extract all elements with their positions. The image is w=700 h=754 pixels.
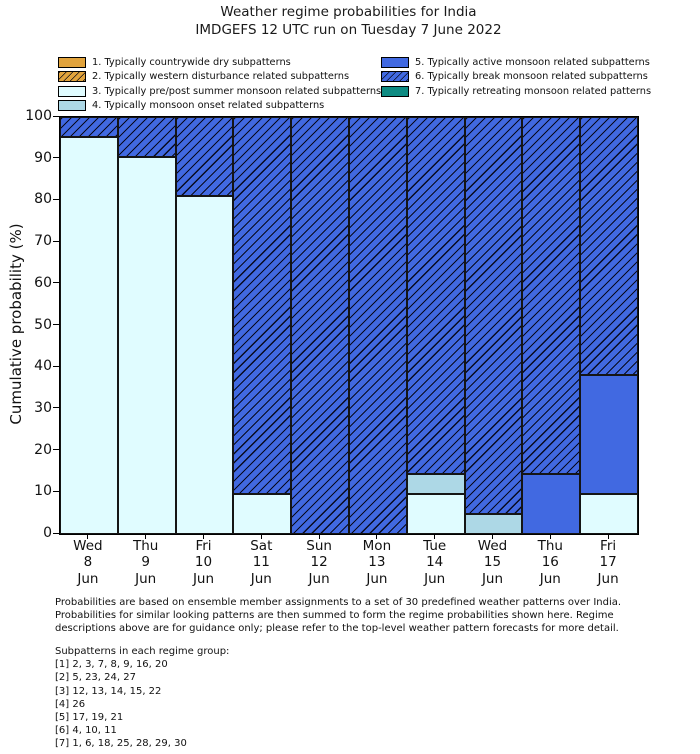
- bar-segment-regime-6: [580, 117, 638, 375]
- x-tick-label-line: Jun: [135, 570, 157, 587]
- x-tick-label-line: Thu: [537, 538, 563, 554]
- y-axis-label: Cumulative probability (%): [7, 223, 25, 425]
- x-tick-label-line: Thu: [133, 538, 159, 554]
- legend-label: 1. Typically countrywide dry subpatterns: [92, 56, 291, 68]
- legend-item: [58, 56, 381, 68]
- footnote-line: Probabilities are based on ensemble member assignments to a set of 30 predefined weather patterns over India.: [55, 597, 622, 608]
- y-tick-mark: [53, 324, 59, 325]
- legend-item: [58, 85, 381, 97]
- x-tick-label: [423, 538, 446, 587]
- y-tick-mark: [53, 199, 59, 200]
- footnote-line: Probabilities for similar looking patterns are then summed to form the regime probabilities shown here. Regime: [55, 610, 614, 622]
- y-tick-label: 0: [43, 525, 52, 541]
- y-tick-mark: [53, 116, 59, 117]
- subpattern-group-line: [2] 5, 23, 24, 27: [55, 672, 136, 684]
- x-tick-label: [538, 538, 563, 587]
- legend-item: [381, 85, 651, 97]
- x-tick-label-line: Jun: [366, 570, 388, 587]
- legend-item: [58, 71, 381, 83]
- legend-swatch-regime-1-icon: [58, 57, 86, 68]
- bar-segment-regime-6: [407, 117, 465, 474]
- legend-label: 3. Typically pre/post summer monsoon related subpatterns: [92, 85, 382, 97]
- x-tick-label-line: Mon: [362, 538, 392, 554]
- x-tick-label-line: Tue: [423, 538, 447, 554]
- legend-label: 4. Typically monsoon onset related subpatterns: [92, 100, 325, 111]
- legend-swatch-regime-2-icon: [58, 71, 86, 82]
- y-tick-mark: [53, 282, 59, 283]
- subpattern-group-line: [5] 17, 19, 21: [55, 712, 124, 724]
- y-tick-label: 20: [34, 441, 52, 458]
- bar-segment-regime-3: [580, 494, 638, 534]
- bar-segment-regime-6: [465, 117, 523, 514]
- x-tick-label-line: Jun: [77, 570, 99, 587]
- subpatterns-block: [55, 645, 229, 751]
- x-tick-label-line: Jun: [539, 570, 561, 587]
- bar-segment-regime-3: [60, 137, 118, 534]
- legend-column-right: [381, 56, 651, 100]
- bar-segment-regime-4: [407, 474, 465, 494]
- bar-segment-regime-3: [176, 196, 234, 534]
- y-tick-label: 30: [34, 399, 52, 416]
- x-tick-label-line: 13: [368, 554, 386, 571]
- x-tick-label: [478, 538, 507, 587]
- bar-segment-regime-6: [291, 117, 349, 534]
- y-tick-mark: [53, 407, 59, 408]
- subpattern-group-line: [4] 26: [55, 698, 86, 710]
- footnote-line: descriptions above are for guidance only; please refer to the top-level weather pattern forecasts for more detail.: [55, 623, 619, 635]
- x-tick-label: [250, 538, 272, 587]
- x-tick-label-line: Fri: [600, 538, 617, 554]
- x-tick-label: [133, 538, 158, 587]
- y-tick-mark: [53, 241, 59, 242]
- x-tick-label-line: Jun: [424, 570, 446, 587]
- y-tick-label: 90: [34, 149, 52, 166]
- x-tick-label-line: Jun: [597, 570, 619, 587]
- x-tick-label-line: 11: [252, 554, 270, 571]
- x-tick-label-line: Sat: [250, 538, 273, 554]
- bar-segment-regime-5: [580, 375, 638, 494]
- bar-segment-regime-5: [522, 474, 580, 534]
- y-tick-label: 80: [34, 191, 52, 208]
- legend-swatch-regime-6-icon: [381, 71, 409, 82]
- chart-subtitle: IMDGEFS 12 UTC run on Tuesday 7 June 2022: [195, 21, 502, 38]
- x-tick-label: [598, 538, 619, 587]
- x-tick-label: [73, 538, 102, 587]
- bar-segment-regime-4: [465, 514, 523, 534]
- y-tick-mark: [53, 157, 59, 158]
- y-tick-label: 40: [34, 358, 52, 375]
- legend-item: [381, 56, 651, 68]
- bar-segment-regime-3: [118, 157, 176, 534]
- legend-label: 7. Typically retreating monsoon related patterns: [415, 85, 652, 97]
- x-tick-label: [306, 538, 332, 587]
- legend-swatch-regime-4-icon: [58, 100, 86, 111]
- subpattern-group-line: [6] 4, 10, 11: [55, 725, 117, 737]
- legend-swatch-regime-3-icon: [58, 86, 86, 97]
- legend-swatch-regime-7-icon: [381, 86, 409, 97]
- legend-column-left: [58, 56, 381, 114]
- x-tick-label-line: 15: [483, 554, 502, 571]
- subpattern-group-line: [3] 12, 13, 14, 15, 22: [55, 685, 162, 697]
- bar-segment-regime-6: [60, 117, 118, 137]
- bar-segment-regime-6: [233, 117, 291, 494]
- x-tick-label-line: Sun: [306, 538, 332, 554]
- y-tick-mark: [53, 366, 59, 367]
- legend-label: 2. Typically western disturbance related subpatterns: [92, 71, 350, 82]
- bar-segment-regime-6: [118, 117, 176, 157]
- x-tick-label: [193, 538, 214, 587]
- title-block: [59, 4, 638, 39]
- x-tick-label-line: Jun: [308, 570, 330, 587]
- legend-swatch-regime-5-icon: [381, 57, 409, 68]
- x-tick-label-line: 10: [194, 554, 213, 571]
- y-tick-label: 70: [34, 233, 52, 250]
- x-tick-label-line: 8: [83, 554, 93, 571]
- x-tick-label-line: 16: [541, 554, 559, 571]
- y-tick-label: 10: [34, 483, 52, 500]
- bar-segment-regime-6: [176, 117, 234, 196]
- y-tick-label: 50: [34, 316, 52, 333]
- plot-area: [59, 116, 639, 535]
- bar-segment-regime-3: [233, 494, 291, 534]
- bar-segment-regime-6: [522, 117, 580, 474]
- footnote: [55, 596, 621, 636]
- legend-label: 6. Typically break monsoon related subpatterns: [415, 71, 648, 82]
- y-tick-mark: [53, 533, 59, 534]
- bar-segment-regime-3: [407, 494, 465, 534]
- x-tick-label: [363, 538, 391, 587]
- y-tick-label: 60: [34, 274, 52, 291]
- subpattern-group-line: [7] 1, 6, 18, 25, 28, 29, 30: [55, 738, 187, 750]
- bar-segment-regime-6: [349, 117, 407, 534]
- subpatterns-heading: Subpatterns in each regime group:: [55, 646, 230, 657]
- legend-item: [58, 100, 381, 112]
- x-tick-label-line: Jun: [192, 570, 215, 587]
- x-tick-label-line: 14: [426, 554, 444, 571]
- y-tick-mark: [53, 449, 59, 450]
- legend-label: 5. Typically active monsoon related subpatterns: [415, 56, 650, 68]
- y-tick-mark: [53, 491, 59, 492]
- x-tick-label-line: Wed: [477, 538, 508, 554]
- subpattern-group-line: [1] 2, 3, 7, 8, 9, 16, 20: [55, 659, 168, 671]
- chart-title: Weather regime probabilities for India: [220, 4, 477, 20]
- y-tick-label: 100: [25, 108, 52, 124]
- x-tick-label-line: 17: [599, 554, 617, 571]
- legend-item: [381, 71, 651, 83]
- x-tick-label-line: Wed: [73, 538, 103, 554]
- x-tick-label-line: Jun: [481, 570, 504, 587]
- x-tick-label-line: 12: [310, 554, 328, 571]
- x-tick-label-line: 9: [141, 554, 150, 571]
- x-tick-label-line: Jun: [250, 570, 272, 587]
- x-tick-label-line: Fri: [195, 538, 212, 554]
